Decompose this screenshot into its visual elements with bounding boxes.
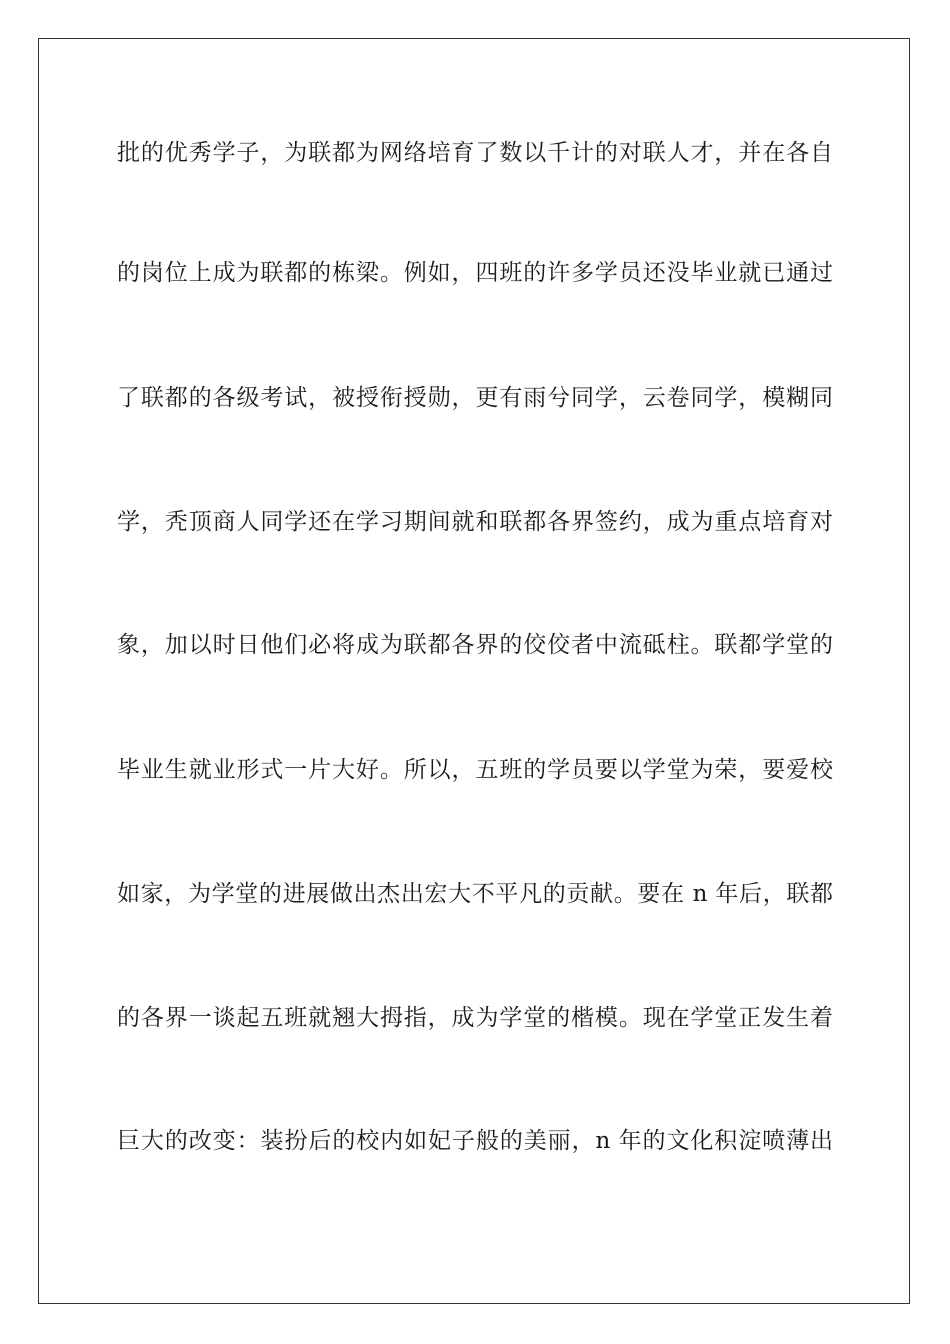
body-text-line: 学，秃顶商人同学还在学习期间就和联都各界签约，成为重点培育对: [117, 509, 833, 535]
body-text-line: 如家，为学堂的进展做出杰出宏大不平凡的贡献。要在 n 年后，联都: [117, 881, 833, 907]
body-text-line: 了联都的各级考试，被授衔授勋，更有雨兮同学，云卷同学，模糊同: [117, 385, 833, 411]
page-border: [38, 38, 910, 1304]
body-text-line: 巨大的改变：装扮后的校内如妃子般的美丽，n 年的文化积淀喷薄出: [117, 1128, 833, 1154]
body-text-line: 批的优秀学子，为联都为网络培育了数以千计的对联人才，并在各自: [117, 140, 833, 166]
body-text-line: 的岗位上成为联都的栋梁。例如，四班的许多学员还没毕业就已通过: [117, 260, 833, 286]
body-text-line: 象，加以时日他们必将成为联都各界的佼佼者中流砥柱。联都学堂的: [117, 632, 833, 658]
body-text-line: 的各界一谈起五班就翘大拇指，成为学堂的楷模。现在学堂正发生着: [117, 1005, 833, 1031]
body-text-line: 毕业生就业形式一片大好。所以，五班的学员要以学堂为荣，要爱校: [117, 757, 833, 783]
